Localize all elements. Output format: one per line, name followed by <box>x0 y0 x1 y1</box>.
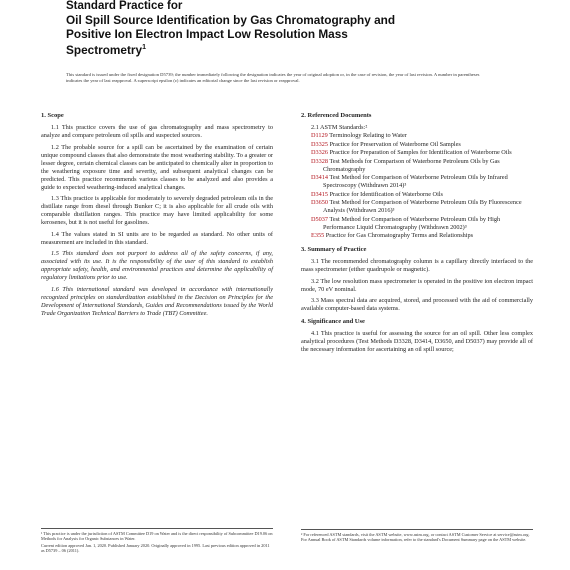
reference-item <box>301 149 533 157</box>
reference-item <box>301 174 533 190</box>
title-block <box>66 0 506 57</box>
safety-paragraph: 1.5 This standard does not purport to address all of the safety concerns, if any, associated with its use. It is the responsibility of the user of this standard to establish appropriate safety, health, and environmental practices and determine the applicability of regulatory limitations prior to use. <box>41 250 273 282</box>
reference-title: Practice for Gas Chromatography Terms and Relationships <box>325 232 474 240</box>
summary-paragraph: 3.3 Mass spectral data are acquired, stored, and processed with the aid of commercially available computer-based data systems. <box>301 297 533 313</box>
footnote: ¹ This practice is under the jurisdiction of ASTM Committee D19 on Water and is the direct responsibility of Subcommittee D19.06 on Methods for Analysis for Organic Substances in Water. <box>41 531 273 542</box>
reference-title: Test Methods for Comparison of Waterborne Petroleum Oils by Gas Chromatography <box>323 157 500 173</box>
reference-title: Test Method for Comparison of Waterborne Petroleum Oils by Infrared Spectroscopy (Withdrawn 2014)³ <box>323 174 508 190</box>
reference-title: Practice for Identification of Waterborne Oils <box>329 190 443 198</box>
reference-code-link[interactable]: D3650 <box>311 199 329 207</box>
reference-title: Practice for Preparation of Samples for Identification of Waterborne Oils <box>329 149 512 157</box>
designation-line: Standard Practice for <box>66 0 183 12</box>
significance-paragraph: 4.1 This practice is useful for assessing the source for an oil spill. Other less complex analytical procedures (Test Methods D3328, D3414, D3650, and D5037) may provide all of the necessary information for ascertaining an oil spill source; <box>301 330 533 354</box>
scope-paragraph: 1.2 The probable source for a spill can be ascertained by the examination of certain unique compound classes that also demonstrate the most weathering stability. To a greater or lesser degree, certain chemical classes can be anticipated to chemically alter in proportion to the weathering exposure time and severity, and subsequent analytical changes can be predicted. This practice recommends various classes to be analyzed and also provides a guide to expected weathering-induced analytical changes. <box>41 143 273 191</box>
right-footnotes <box>301 529 533 544</box>
reference-item <box>301 191 533 199</box>
significance-heading: 4. Significance and Use <box>301 318 365 326</box>
title-line-2: Positive Ion Electron Impact Low Resolution Mass <box>66 27 348 41</box>
title-line-3-text: Spectrometry <box>66 42 143 57</box>
reference-code-link[interactable]: E355 <box>311 232 325 240</box>
reference-code-link[interactable]: D3414 <box>311 174 329 182</box>
international-standard-paragraph: 1.6 This international standard was developed in accordance with internationally recognized principles on standardization established in the Decision on Principles for the Development of International Standards, Guides and Recommendations issued by the World Trade Organization Technical Barriers to Trade (TBT) Committee. <box>41 285 273 317</box>
summary-paragraph: 3.2 The low resolution mass spectrometer is operated in the positive ion electron impact mode, 70 eV nominal. <box>301 277 533 293</box>
reference-item <box>301 199 533 215</box>
references-list <box>301 132 533 240</box>
standard-note: This standard is issued under the fixed designation D5739; the number immediately following the designation indicates the year of original adoption or, in the case of revision, the year of last revision. A number in parentheses indicates the year of last reapproval. A superscript epsilon (ε) indicates an editorial change since the last revision or reapproval. <box>66 72 480 83</box>
reference-title: Practice for Preservation of Waterborne Oil Samples <box>329 140 461 148</box>
title-line-1: Oil Spill Source Identification by Gas Chromatography and <box>66 13 396 27</box>
reference-item <box>301 132 533 140</box>
right-column <box>301 112 533 358</box>
reference-item <box>301 232 533 240</box>
left-column <box>41 112 273 321</box>
footnote: Current edition approved Jan. 1, 2020. Published January 2020. Originally approved in 1995. Last previous edition approved in 2011 as D5739 – 06 (2011). <box>41 542 270 554</box>
references-heading: 2. Referenced Documents <box>301 112 372 119</box>
reference-item <box>301 216 533 232</box>
reference-item <box>301 141 533 149</box>
reference-code-link[interactable]: D5037 <box>311 215 329 223</box>
scope-paragraph: 1.3 This practice is applicable for moderately to severely degraded petroleum oils in the distillate range from diesel through Bunker C; it is also applicable for all crude oils with comparable distillation ranges. This practice may have limited applicability for some kerosenes, but it is not useful for gasolines. <box>41 195 273 227</box>
reference-title: Test Method for Comparison of Waterborne Petroleum Oils By Fluorescence Analysis (Withdrawn 2016)³ <box>323 199 522 215</box>
reference-code-link[interactable]: D3325 <box>311 140 329 148</box>
summary-paragraph: 3.1 The recommended chromatography column is a capillary directly interfaced to the mass spectrometer (either quadrupole or magnetic). <box>301 258 533 274</box>
summary-heading: 3. Summary of Practice <box>301 246 367 254</box>
reference-item <box>301 158 533 174</box>
title-line-3 <box>66 41 506 57</box>
reference-code-link[interactable]: D3415 <box>311 190 329 198</box>
reference-code-link[interactable]: D3328 <box>311 157 329 165</box>
title-footnote-mark: 1 <box>142 44 146 51</box>
footnote: ² For referenced ASTM standards, visit the ASTM website, www.astm.org, or contact ASTM Customer Service at service@astm.org. For Annual Book of ASTM Standards volume information, refer to the standard's Document Summary page on the ASTM website. <box>301 532 530 543</box>
reference-title: Test Method for Comparison of Waterborne Petroleum Oils by High Performance Liquid Chromatography (Withdrawn 2002)³ <box>323 215 501 231</box>
document-title <box>66 13 506 57</box>
references-lead: 2.1 ASTM Standards:² <box>311 124 368 132</box>
scope-paragraph: 1.4 The values stated in SI units are to be regarded as standard. No other units of measurement are included in this standard. <box>41 230 273 246</box>
left-footnotes <box>41 528 273 555</box>
scope-paragraph: 1.1 This practice covers the use of gas chromatography and mass spectrometry to analyze and compare petroleum oil spills and suspected sources. <box>41 124 273 140</box>
reference-title: Terminology Relating to Water <box>329 132 407 140</box>
scope-heading: 1. Scope <box>41 112 64 119</box>
reference-code-link[interactable]: D1129 <box>311 132 328 140</box>
reference-code-link[interactable]: D3326 <box>311 149 329 157</box>
